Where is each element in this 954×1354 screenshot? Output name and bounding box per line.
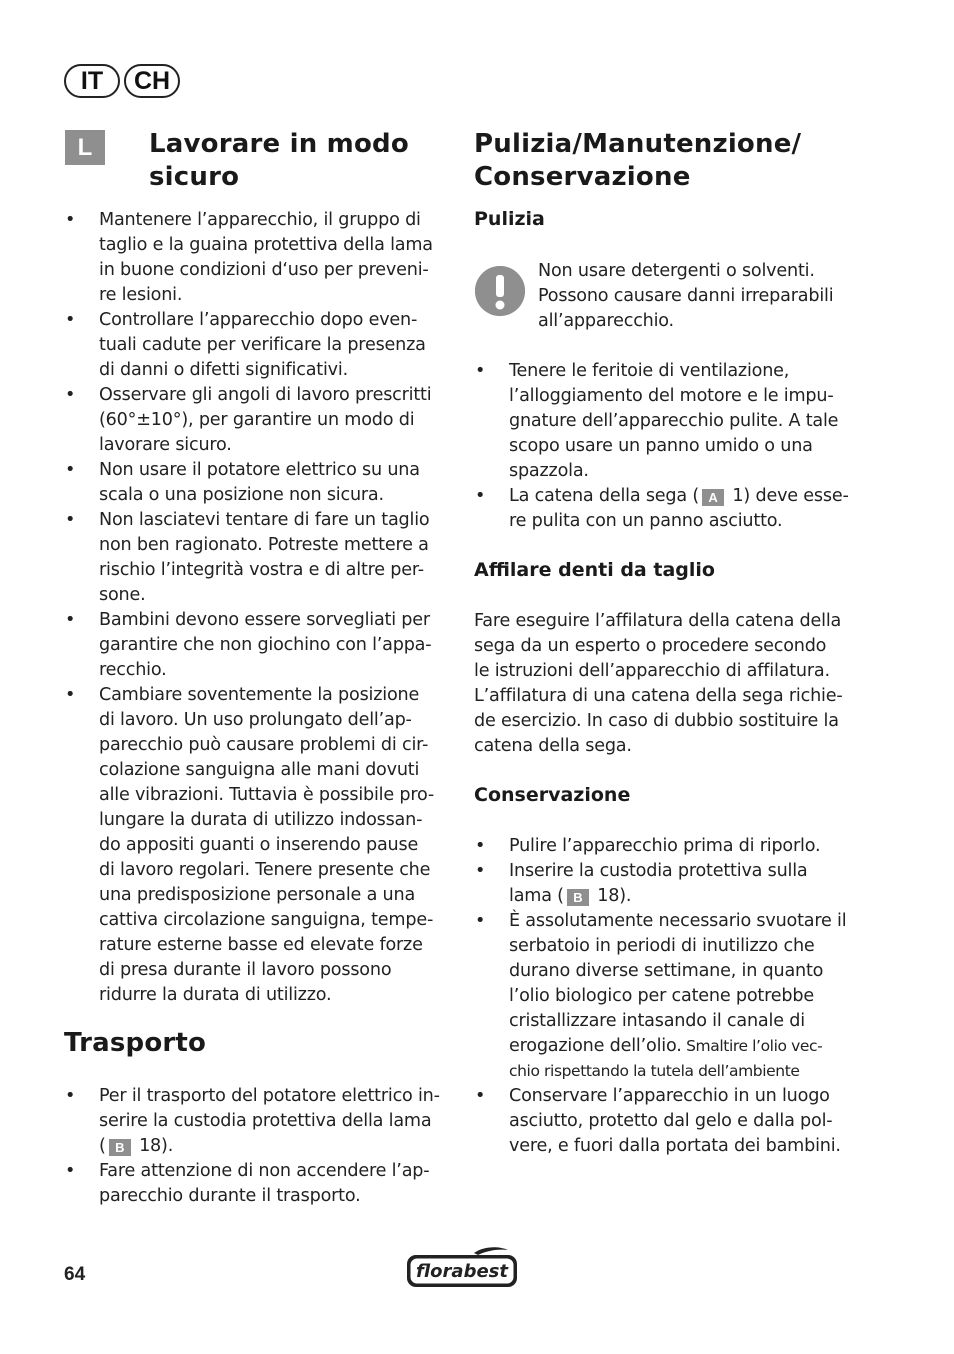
list-item: • Inserire la custodia protettiva sulla lama ( B 18). — [474, 859, 870, 909]
list-item: • Conservare l’apparecchio in un luogo asciutto, protetto dal gelo e dalla pol- vere, e fuori dalla portata dei bambini. — [474, 1084, 870, 1159]
figure-ref-b: B — [109, 1139, 131, 1156]
language-badges — [64, 64, 180, 98]
lang-badge-it: IT — [64, 64, 120, 98]
sharpening-paragraph: Fare eseguire l’affilatura della catena della sega da un esperto o procedere secondo le istruzioni dell’apparecchio di affilatura. L’affilatura di una catena della sega richie- de esercizio. In caso di dubbio sostituire la catena della sega. — [474, 611, 843, 756]
list-item: • Mantenere l’apparecchio, il gruppo di taglio e la guaina protettiva della lama in buone condizioni d‘uso per preveni- re lesioni. — [64, 208, 452, 308]
list-item: • La catena della sega ( A 1) deve esse- re pulita con un panno asciutto. — [474, 484, 870, 534]
list-item: • Osservare gli angoli di lavoro prescritti (60°±10°), per garantire un modo di lavorare sicuro. — [64, 383, 452, 458]
figure-ref-b: B — [567, 889, 589, 906]
subheading-pulizia: Pulizia — [474, 208, 545, 230]
list-item: • Per il trasporto del potatore elettrico in- serire la custodia protettiva della lama ( B 18). — [64, 1084, 452, 1159]
safety-list — [64, 208, 452, 1008]
list-item: • Non usare il potatore elettrico su una scala o una posizione non sicura. — [64, 458, 452, 508]
warning-text: Non usare detergenti o solventi. Possono causare danni irreparabili all’apparecchio. — [538, 261, 834, 331]
subheading-affilare: Affilare denti da taglio — [474, 559, 715, 581]
list-item: • Pulire l’apparecchio prima di riporlo. — [474, 834, 870, 859]
list-item: • Cambiare soventemente la posizione di lavoro. Un uso prolungato dell’ap- parecchio può causare problemi di cir- colazione sanguigna alle mani dovuti alle vibrazioni. Tuttavia è possibile pro- lungare la durata di utilizzo indossan- do appositi guanti o inserendo pause di lavoro regolari. Tenere presente che una predisposizione personale a una cattiva circolazione sanguigna, tempe- rature esterne basse ed elevate forze di presa durante il lavoro possono ridurre la durata di utilizzo. — [64, 683, 452, 1008]
heading-trasporto: Trasporto — [64, 1028, 207, 1058]
list-item: • Controllare l’apparecchio dopo even- tuali cadute per verificare la presenza di danni o difetti significativi. — [64, 308, 452, 383]
heading-lavorare — [149, 128, 469, 194]
list-item: • Tenere le feritoie di ventilazione, l’alloggiamento del motore e le impu- gnature dell’apparecchio pulite. A tale scopo usare un panno umido o una spazzola. — [474, 359, 870, 484]
heading-pulizia-manutenzione: Pulizia/Manutenzione/ Conservazione — [474, 129, 802, 192]
cleaning-list — [474, 359, 870, 534]
heading-lavorare-line1: Lavorare in modo — [149, 129, 409, 159]
list-item: • Non lasciatevi tentare di fare un taglio non ben ragionato. Potreste mettere a rischio l’integrità vostra e di altre per- sone. — [64, 508, 452, 608]
heading-lavorare-line2: sicuro — [149, 162, 240, 192]
exclamation-icon — [475, 266, 525, 316]
svg-text:florabest: florabest — [416, 1261, 508, 1282]
storage-list — [474, 834, 870, 1159]
subheading-conservazione: Conservazione — [474, 784, 631, 806]
list-item: • È assolutamente necessario svuotare il serbatoio in periodi di inutilizzo che durano diverse settimane, in quanto l’olio biologico per catene potrebbe cristallizzare intasando il canale di erogazione dell’olio. Smaltire l’olio vec- chio rispettando la tutela dell’ambiente — [474, 909, 870, 1084]
page-number: 64 — [64, 1264, 86, 1285]
lang-badge-ch: CH — [124, 64, 180, 98]
figure-ref-a: A — [702, 489, 724, 506]
list-item: • Fare attenzione di non accendere l’ap- parecchio durante il trasporto. — [64, 1159, 452, 1209]
list-item: • Bambini devono essere sorvegliati per garantire che non giochino con l’appa- recchio. — [64, 608, 452, 683]
section-letter-badge: L — [65, 130, 105, 165]
florabest-logo — [404, 1244, 520, 1294]
transport-list — [64, 1084, 452, 1209]
